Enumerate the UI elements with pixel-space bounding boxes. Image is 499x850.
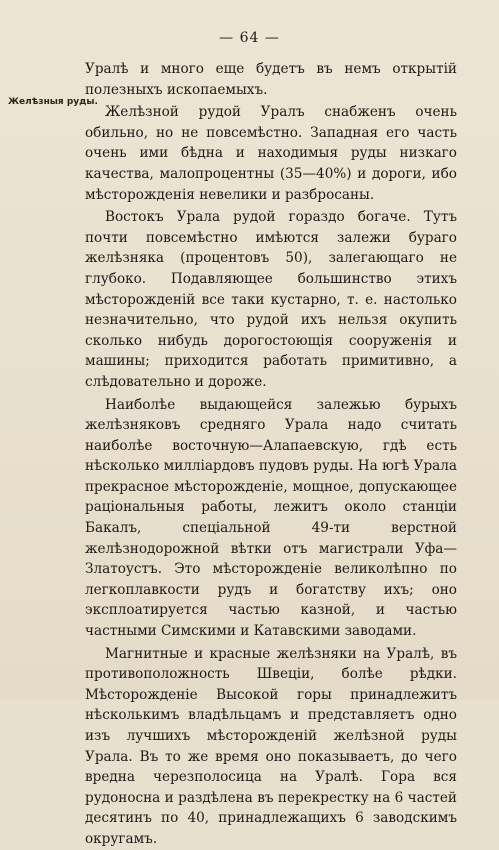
margin-note: Желѣзныя руды. [8,97,98,107]
page-number: — 64 — [219,30,280,46]
paragraph: Желѣзной рудой Уралъ снабженъ очень обильно, но не повсемѣстно. Западная его часть очень ими бѣдна и находимыя руды низкаго качества, малопроцентны (35—40%) и дороги, ибо мѣсторожденія невелики и разбросаны. [85,104,457,203]
body-text [85,59,457,850]
paragraph: Магнитные и красные желѣзняки на Уралѣ, въ противоположность Швеціи, болѣе рѣдки. Мѣсторожденіе Высокой горы принадлежитъ нѣсколькимъ владѣльцамъ и представляетъ одно изъ лучшихъ мѣсторожденій желѣзной руды Урала. Въ то же время оно показываетъ, до чего вредна черезполосица на Уралѣ. Гора вся рудоносна и раздѣлена въ перекрестку на 6 частей десятинъ по 40, принадлежащихъ 6 заводскимъ округамъ. [85,645,457,847]
paragraph-continuation: Уралѣ и много еще будетъ въ немъ открытій полезныхъ ископаемыхъ. [85,61,457,98]
paragraph: Наиболѣе выдающейся залежью бурыхъ желѣзняковъ средняго Урала надо считать наиболѣе восточную—Алапаевскую, гдѣ есть нѣсколько миллiардовъ пудовъ руды. На югѣ Урала прекрасное мѣсторожденіе, мощное, допускающее раціональныя работы, лежитъ около станціи Бакалъ, спеціальной 49-ти верстной желѣзнодорожной вѣтки отъ магистрали Уфа—Златоустъ. Это мѣсторожденіе великолѣпно по легкоплавкости рудъ и богатству ихъ; оно эксплоатируется частью казной, и частью частными Симскими и Катавскими заводами. [85,396,457,640]
paragraph: Востокъ Урала рудой гораздо богаче. Тутъ почти повсемѣстно имѣются залежи бураго желѣзняка (процентовъ 50), залегающаго не глубоко. Подавляющее большинство этихъ мѣсторожденій все таки кустарно, т. е. настолько незначительно, что рудой ихъ нельзя окупить сколько нибудь дорогостоющія сооруженія и машины; приходится работать примитивно, а слѣдовательно и дороже. [85,209,457,390]
